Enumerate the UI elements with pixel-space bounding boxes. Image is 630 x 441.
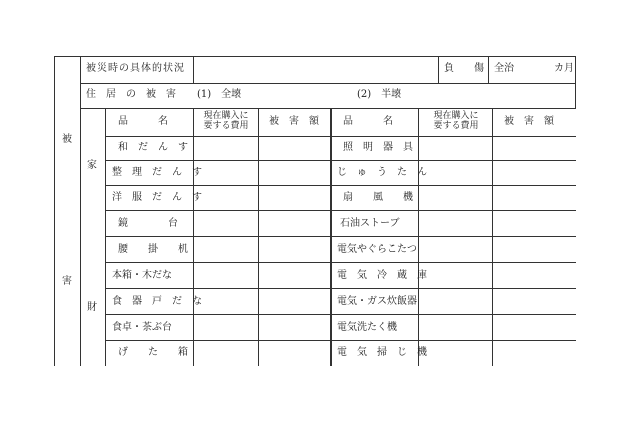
item-left: 鏡 台: [118, 218, 178, 229]
side-label-damage-bottom: 害: [62, 276, 72, 287]
item-right: 電 気 冷 蔵 庫: [337, 270, 427, 281]
col-divider-item-left: [193, 108, 194, 366]
border-right: [575, 56, 576, 108]
row-divider: [105, 262, 576, 263]
item-left: 洋 服 だ ん す: [112, 192, 202, 203]
col-divider-center: [330, 108, 332, 366]
col-divider-situation-end: [193, 56, 194, 83]
item-left: 本箱・木だな: [112, 270, 172, 281]
row-divider: [105, 236, 576, 237]
col-divider-injury-label: [438, 56, 439, 83]
col-header-cost-line2: 要する費用: [203, 121, 249, 131]
side-label-household-bottom: 財: [87, 302, 97, 313]
side-label-damage-top: 被: [62, 134, 72, 145]
col-divider-cost-left: [258, 108, 259, 366]
item-right: じ ゅ う た ん: [337, 167, 427, 178]
col-header-cost-right: [420, 111, 492, 131]
damage-report-form: [54, 56, 576, 366]
col-header-item-right: 品 名: [343, 116, 393, 127]
col-header-damage-left: 被 害 額: [269, 116, 319, 127]
situation-label: 被災時の具体的状況: [86, 63, 185, 74]
side-label-household-top: 家: [87, 160, 97, 171]
col-header-cost-line2: 要する費用: [433, 121, 479, 131]
item-right: 電気洗たく機: [337, 322, 397, 333]
item-right: 電気・ガス炊飯器: [337, 296, 417, 307]
row-divider: [105, 210, 576, 211]
housing-label: 住 居 の 被 害: [86, 89, 176, 100]
item-left: げ た 箱: [118, 347, 188, 358]
border-top: [54, 56, 576, 57]
item-left: 和 だ ん す: [118, 142, 188, 153]
col-divider-damage-side: [80, 56, 81, 366]
injury-label: 負 傷: [444, 63, 484, 74]
item-right: 電 気 掃 じ 機: [337, 347, 427, 358]
col-header-cost-left: [194, 111, 258, 131]
col-header-item-left: 品 名: [118, 116, 168, 127]
item-right: 扇 風 機: [343, 192, 413, 203]
injury-value: 全治 カ月: [494, 63, 574, 74]
item-left: 食 器 戸 だ な: [112, 296, 202, 307]
col-header-cost-line1: 現在購入に: [203, 111, 249, 121]
item-right: 照 明 器 具: [343, 142, 413, 153]
row-divider: [105, 288, 576, 289]
item-left: 腰 掛 机: [118, 244, 188, 255]
row-divider: [105, 340, 576, 341]
item-left: 食卓・茶ぶ台: [112, 322, 172, 333]
divider-housing: [80, 108, 576, 109]
col-divider-household-side: [105, 108, 106, 366]
housing-option-half: (2) 半壊: [357, 89, 402, 100]
row-divider: [105, 160, 576, 161]
divider-column-header: [105, 136, 576, 137]
item-left: 整 理 だ ん す: [112, 167, 202, 178]
col-divider-cost-right: [492, 108, 493, 366]
item-right: 電気やぐらこたつ: [337, 244, 417, 255]
col-header-damage-right: 被 害 額: [504, 116, 554, 127]
item-right: 石油ストーブ: [340, 218, 400, 229]
col-divider-injury-value: [488, 56, 489, 83]
row-divider: [105, 185, 576, 186]
divider-situation: [80, 83, 576, 84]
housing-option-full: (1) 全壊: [197, 89, 242, 100]
col-header-cost-line1: 現在購入に: [433, 111, 479, 121]
border-left: [54, 56, 55, 366]
col-divider-item-right: [418, 108, 419, 366]
row-divider: [105, 314, 576, 315]
